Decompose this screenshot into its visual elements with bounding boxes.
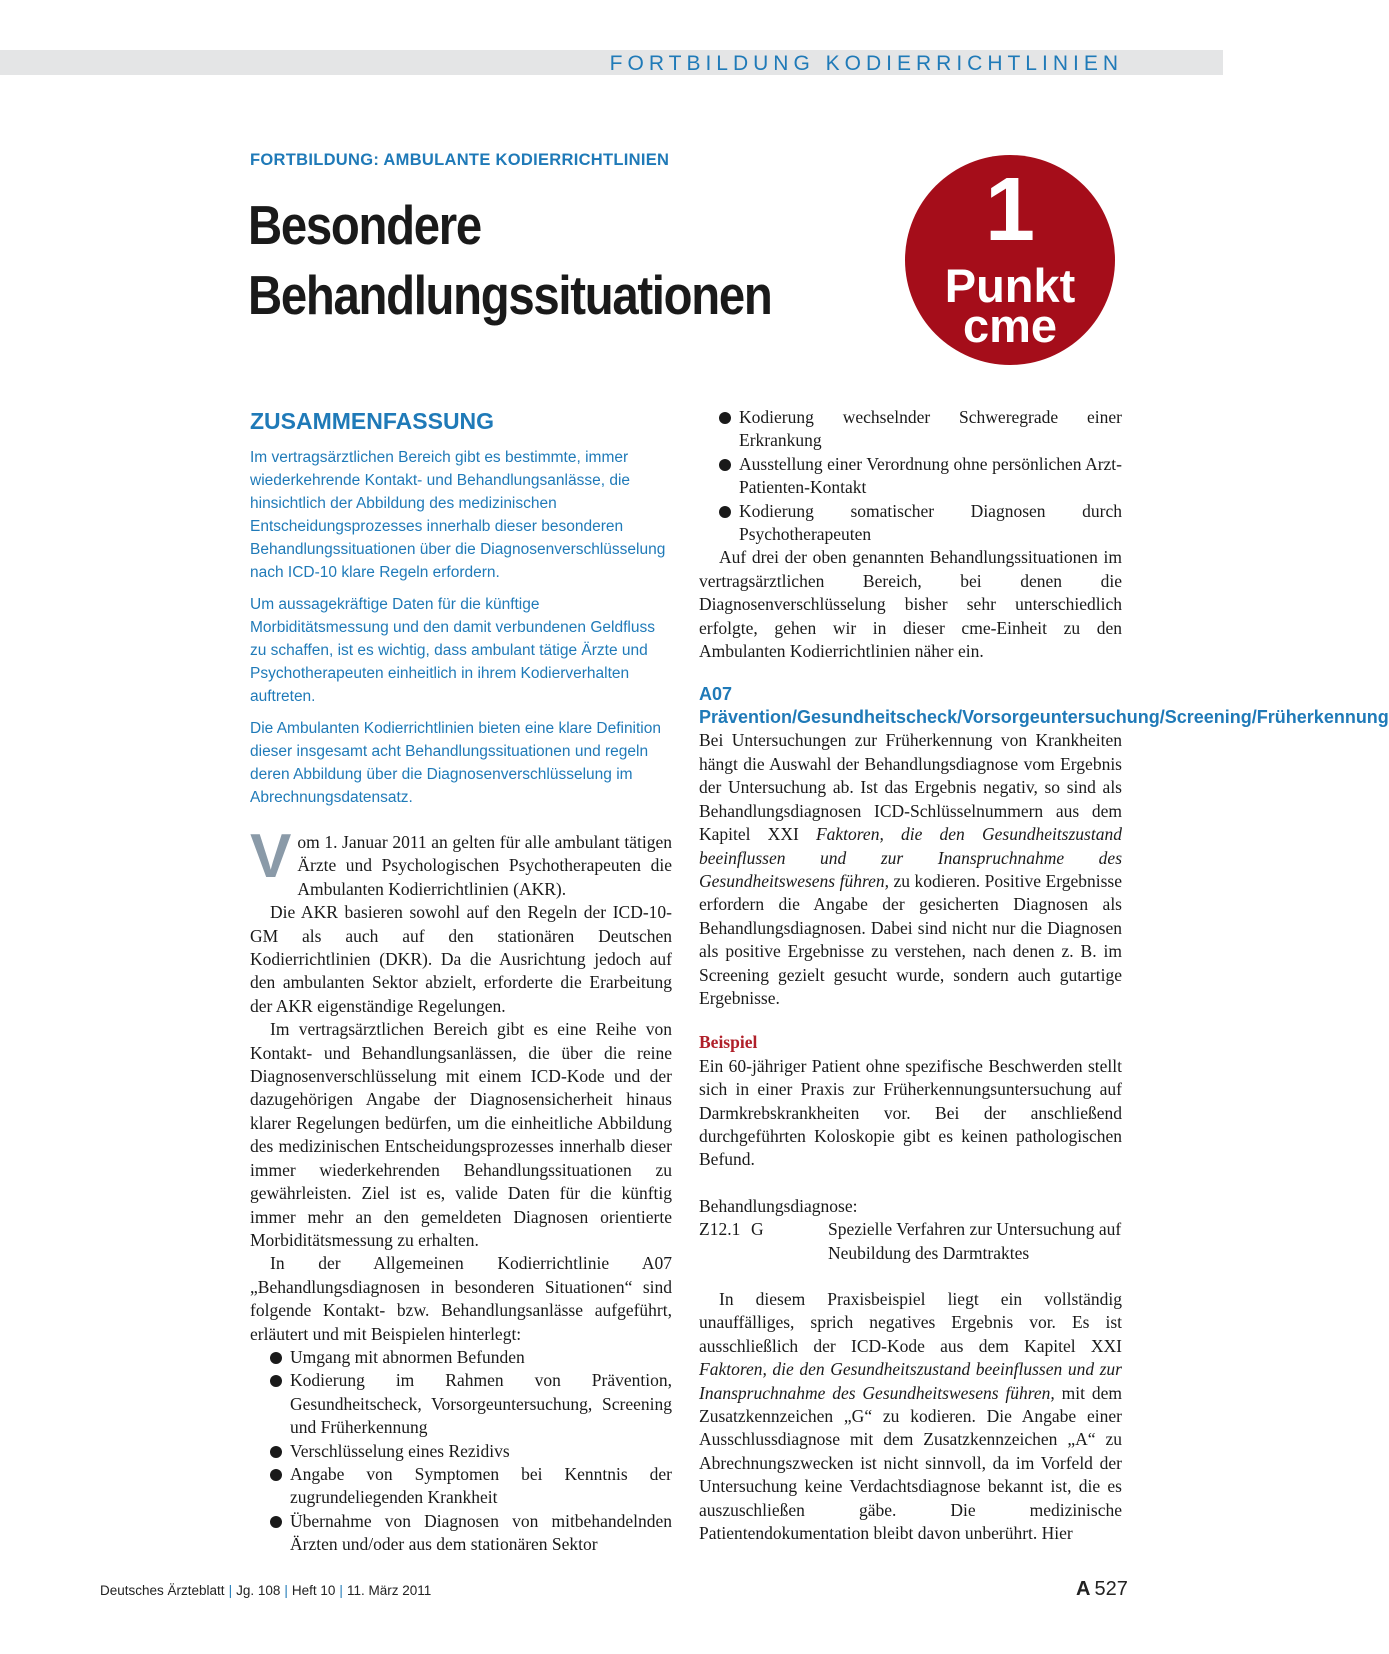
footer-separator: |	[228, 1583, 233, 1598]
list-item: Verschlüsselung eines Rezidivs	[250, 1440, 672, 1463]
bullet-icon	[270, 1352, 282, 1364]
bullet-icon	[270, 1446, 282, 1458]
summary-paragraph: Die Ambulanten Kodierrichtlinien bieten eine klare Definition dieser insgesamt acht Behandlungssituationen und regeln deren Abbildung über die Diagnosenverschlüsselung im Abrechnungsdatensatz.	[250, 720, 661, 806]
right-body-column	[699, 406, 1389, 1545]
bullet-icon	[270, 1516, 282, 1528]
list-item: Umgang mit abnormen Befunden	[250, 1346, 672, 1369]
body-paragraph: In der Allgemeinen Kodierrichtlinie A07 „Behandlungsdiagnosen in besonderen Situationen“ sind folgende Kontakt- bzw. Behandlungsanlässe aufgeführt, erläutert und mit Beispielen hinterlegt:	[250, 1253, 672, 1344]
body-paragraph: Im vertragsärztlichen Bereich gibt es eine Reihe von Kontakt- und Behandlungsanlässen, die über die reine Diagnosenverschlüsselung mit einem ICD-Kode und der dazugehörigen Angabe der Diagnosensicherheit hinaus klarer Regelungen bedürfen, um die einheitliche Abbildung des medizinischen Entscheidungsprozesses innerhalb dieser immer wiederkehrenden Behandlungssituationen zu gewährleisten. Ziel ist es, valide Daten für die künftig immer mehr an den gemeldeten Diagnosen orientierte Morbiditätsmessung zu erhalten.	[250, 1019, 672, 1250]
body-paragraph: Die AKR basieren sowohl auf den Regeln der ICD-10-GM als auch auf den stationären Deutschen Kodierrichtlinien (DKR). Da die Ausrichtung jedoch auf den ambulanten Sektor abzielt, erforderte die Erarbeitung der AKR eigenständige Regelungen.	[250, 902, 672, 1016]
journal-name: Deutsches Ärzteblatt	[100, 1583, 225, 1598]
article-headline	[248, 190, 771, 330]
intro-paragraph	[250, 822, 672, 901]
list-item: Angabe von Symptomen bei Kenntnis der zugrundeliegenden Krankheit	[250, 1463, 672, 1510]
cme-points-label: Punkt	[944, 259, 1076, 312]
article-kicker: FORTBILDUNG: AMBULANTE KODIERRICHTLINIEN	[250, 151, 670, 169]
situation-list	[250, 1346, 672, 1557]
cme-label: cme	[962, 299, 1058, 352]
summary-box	[250, 406, 672, 818]
situation-list-continued	[699, 406, 1122, 546]
footer-separator: |	[339, 1583, 343, 1598]
diagnosis-code-row	[699, 1218, 1122, 1265]
list-item: Kodierung somatischer Diagnosen durch Psychotherapeuten	[699, 500, 1122, 547]
journal-date: 11. März 2011	[346, 1583, 432, 1598]
drop-cap: V	[250, 822, 292, 891]
headline-line-2: Behandlungssituationen	[248, 264, 772, 326]
left-body-column	[250, 822, 672, 1557]
page-number	[1076, 1578, 1128, 1601]
list-item: Kodierung im Rahmen von Prävention, Gesundheitscheck, Vorsorgeuntersuchung, Screening und Früherkennung	[250, 1369, 672, 1439]
bullet-icon	[719, 506, 731, 518]
intro-text: om 1. Januar 2011 an gelten für alle ambulant tätigen Ärzte und Psychologischen Psychotherapeuten die Ambulanten Kodierrichtlinien (AKR).	[297, 832, 672, 899]
bullet-icon	[270, 1469, 282, 1481]
chapter-title: Faktoren, die den Gesundheitszustand beeinflussen und zur Inanspruchnahme des Gesundheitswesens führen,	[699, 824, 1122, 891]
cme-points-badge	[905, 155, 1115, 365]
page-number-value: 527	[1094, 1578, 1128, 1600]
list-item: Ausstellung einer Verordnung ohne persönlichen Arzt-Patienten-Kontakt	[699, 453, 1122, 500]
diagnosis-label: Behandlungsdiagnose:	[699, 1195, 858, 1216]
summary-heading: ZUSAMMENFASSUNG	[250, 408, 495, 434]
cme-points-number: 1	[984, 160, 1036, 260]
journal-volume: Jg. 108	[236, 1583, 281, 1598]
bullet-icon	[270, 1375, 282, 1387]
page-prefix: A	[1076, 1578, 1091, 1600]
footer-separator: |	[284, 1583, 288, 1598]
journal-issue: Heft 10	[291, 1583, 336, 1598]
section-heading-a07: A07 Prävention/Gesundheitscheck/Vorsorgeuntersuchung/Screening/Früherkennung	[699, 684, 1389, 728]
body-paragraph: Bei Untersuchungen zur Früherkennung von Krankheiten hängt die Auswahl der Behandlungsdiagnose vom Ergebnis der Untersuchung ab. Ist das Ergebnis negativ, so sind als Behandlungsdiagnosen ICD-Schlüsselnummern aus dem Kapitel XXI Faktoren, die den Gesundheitszustand beeinflussen und zur Inanspruchnahme des Gesundheitswesens führen, zu kodieren. Positive Ergebnisse erfordern die Angabe der gesicherten Diagnosen als Behandlungsdiagnosen. Dabei sind nicht nur die Diagnosen als positive Ergebnisse zu verstehen, nach denen z. B. im Screening gezielt gesucht wurde, sondern auch gutartige Ergebnisse.	[699, 730, 1122, 1008]
body-paragraph: In diesem Praxisbeispiel liegt ein vollständig unauffälliges, sprich negatives Ergebnis vor. Es ist ausschließlich der ICD-Kode aus dem Kapitel XXI Faktoren, die den Gesundheitszustand beeinflussen und zur Inanspruchnahme des Gesundheitswesens führen, mit dem Zusatzkennzeichen „G“ zu kodieren. Die Angabe einer Ausschlussdiagnose mit dem Zusatzkennzeichen „A“ zu Abrechnungszwecken ist nicht sinnvoll, da im Vorfeld der Untersuchung keine Verdachtsdiagnose bekannt ist, die es auszuschließen gäbe. Die medizinische Patientendokumentation bleibt davon unberührt. Hier	[699, 1289, 1122, 1544]
bullet-icon	[719, 459, 731, 471]
section-title: FORTBILDUNG KODIERRICHTLINIEN	[609, 52, 1123, 75]
summary-paragraph: Im vertragsärztlichen Bereich gibt es bestimmte, immer wiederkehrende Kontakt- und Behandlungsanlässe, die hinsichtlich der Abbildung des medizinischen Entscheidungsprozesses innerhalb dieser besonderen Behandlungssituationen über die Diagnosenverschlüsselung nach ICD-10 klare Regeln erfordern.	[250, 449, 666, 581]
icd-code: Z12.1	[699, 1219, 741, 1240]
list-item: Übernahme von Diagnosen von mitbehandelnden Ärzten und/oder aus dem stationären Sektor	[250, 1510, 672, 1557]
footer-citation	[100, 1583, 431, 1598]
icd-description: Spezielle Verfahren zur Untersuchung auf Neubildung des Darmtraktes	[828, 1219, 1122, 1263]
summary-paragraph: Um aussagekräftige Daten für die künftige Morbiditätsmessung und den damit verbundenen Geldfluss zu schaffen, ist es wichtig, dass ambulant tätige Ärzte und Psychotherapeuten einheitlich in ihrem Kodierverhalten auftreten.	[250, 596, 655, 705]
diagnosis-certainty-flag: G	[751, 1219, 764, 1240]
list-item: Kodierung wechselnder Schweregrade einer Erkrankung	[699, 406, 1122, 453]
example-heading: Beispiel	[699, 1032, 758, 1053]
example-paragraph: Ein 60-jähriger Patient ohne spezifische Beschwerden stellt sich in einer Praxis zur Früherkennungsuntersuchung auf Darmkrebskrankheiten vor. Bei der anschließend durchgeführten Koloskopie gibt es keinen pathologischen Befund.	[699, 1055, 1122, 1170]
body-paragraph: Auf drei der oben genannten Behandlungssituationen im vertragsärztlichen Bereich, bei denen die Diagnosenverschlüsselung bisher sehr unterschiedlich erfolgte, gehen wir in dieser cme-Einheit zu den Ambulanten Kodierrichtlinien näher ein.	[699, 547, 1122, 662]
bullet-icon	[719, 412, 731, 424]
chapter-title: Faktoren, die den Gesundheitszustand beeinflussen und zur Inanspruchnahme des Gesundheitswesens führen,	[699, 1359, 1122, 1403]
headline-line-1: Besondere	[248, 194, 481, 256]
